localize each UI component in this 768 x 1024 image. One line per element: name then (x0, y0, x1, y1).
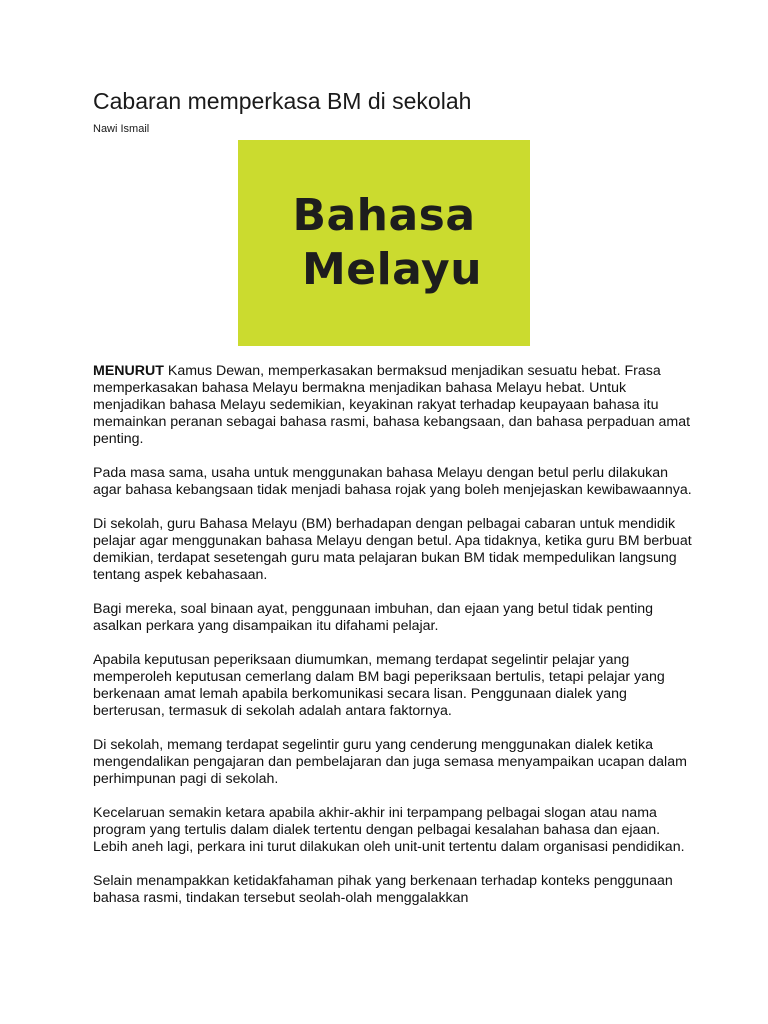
article-title: Cabaran memperkasa BM di sekolah (93, 88, 472, 114)
paragraph-2: Pada masa sama, usaha untuk menggunakan bahasa Melayu dengan betul perlu dilakukan agar bahasa kebangsaan tidak menjadi bahasa rojak yang boleh menjejaskan kewibawaannya. (93, 465, 692, 498)
article (93, 86, 693, 906)
lead-word: MENURUT (93, 363, 164, 379)
bahasa-melayu-banner-image (238, 140, 530, 346)
paragraph-1 (93, 363, 693, 448)
paragraph-7: Kecelaruan semakin ketara apabila akhir-akhir ini terpampang pelbagai slogan atau nama program yang tertulis dalam dialek tertentu dengan pelbagai kesalahan bahasa dan ejaan. Lebih aneh lagi, perkara ini turut dilakukan oleh unit-unit tertentu dalam organisasi pendidikan. (93, 805, 685, 855)
paragraph-4: Bagi mereka, soal binaan ayat, penggunaan imbuhan, dan ejaan yang betul tidak penting asalkan perkara yang disampaikan itu difahami pelajar. (93, 601, 654, 634)
paragraph-5: Apabila keputusan peperiksaan diumumkan, memang terdapat segelintir pelajar yang memperoleh keputusan cemerlang dalam BM bagi peperiksaan bertulis, tetapi pelajar yang berkenaan amat lemah apabila berkomunikasi secara lisan. Penggunaan dialek yang berterusan, termasuk di sekolah adalah antara faktornya. (93, 652, 665, 719)
article-body (93, 363, 693, 924)
banner-line-1: Bahasa (292, 190, 476, 241)
article-author: Nawi Ismail (93, 123, 150, 135)
banner-line-2: Melayu (301, 244, 483, 295)
paragraph-6: Di sekolah, memang terdapat segelintir guru yang cenderung menggunakan dialek ketika mengendalikan pengajaran dan pembelajaran dan juga semasa menyampaikan ucapan dalam perhimpunan pagi di sekolah. (93, 737, 687, 787)
paragraph-3: Di sekolah, guru Bahasa Melayu (BM) berhadapan dengan pelbagai cabaran untuk mendidik pelajar agar menggunakan bahasa Melayu dengan betul. Apa tidaknya, ketika guru BM berbuat demikian, terdapat sesetengah guru mata pelajaran bukan BM tidak mempedulikan langsung tentang aspek kebahasaan. (93, 516, 692, 583)
paragraph-1-text: Kamus Dewan, memperkasakan bermaksud menjadikan sesuatu hebat. Frasa memperkasakan bahasa Melayu bermakna menjadikan bahasa Melayu hebat. Untuk menjadikan bahasa Melayu sedemikian, keyakinan rakyat terhadap keupayaan bahasa itu memainkan peranan sebagai bahasa rasmi, bahasa kebangsaan, dan bahasa perpaduan amat penting. (93, 363, 691, 447)
paragraph-8: Selain menampakkan ketidakfahaman pihak yang berkenaan terhadap konteks penggunaan bahasa rasmi, tindakan tersebut seolah-olah menggalakkan (93, 873, 673, 906)
